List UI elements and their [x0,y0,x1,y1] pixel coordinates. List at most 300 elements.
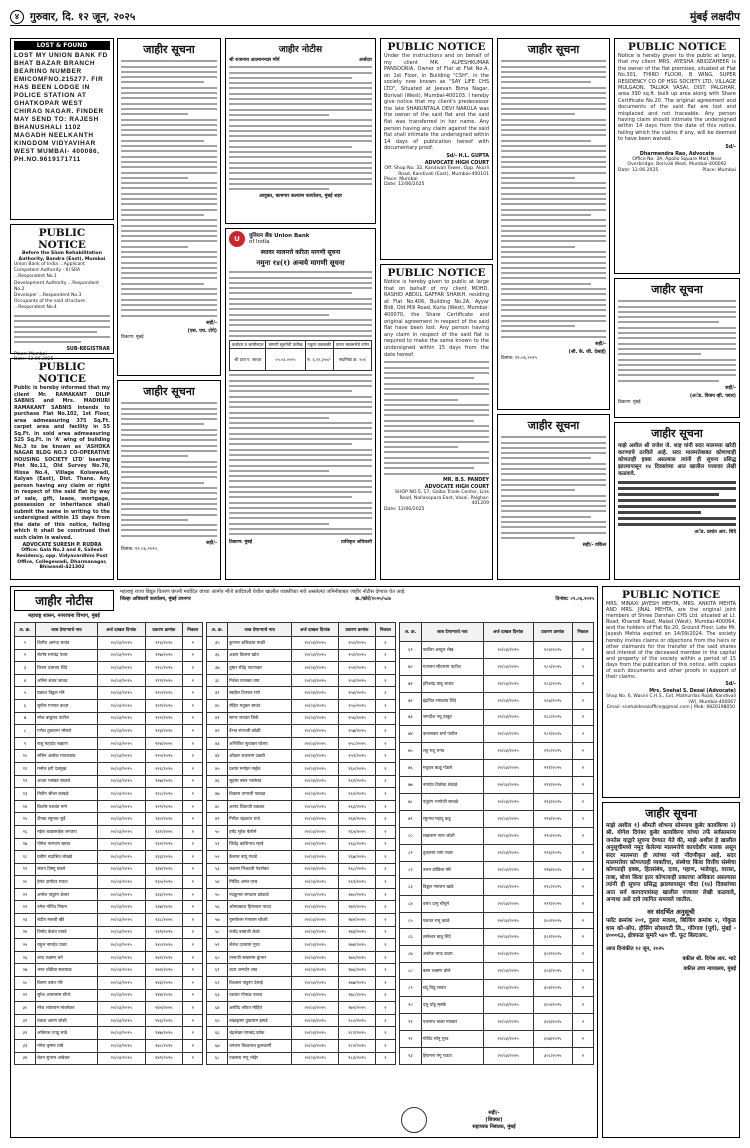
table-cell: ४५ [207,762,228,775]
table-cell: ३०५/२०२५ [533,997,572,1014]
table-cell: २०/०३/२०२५ [483,1014,533,1031]
table-cell: २०/०३/२०२५ [97,662,145,675]
notice-body: माझे अशील १) श्रीमती शोभना सोमनाथ कुबेर कायकिणा २) श्री. योगेश दिगंबर कुबेर कायकिणा यांच्या तर्फे सर्वसामान्य जनतेस याद्वारे सूचना देण्यात येते की, माझे अशील हे खालील अनुसूचीमध्ये नमूद केलेल्या मालमत्तेचे कायदेशीर मालक असून सदर मालमत्ता ही त्यांच्या नावे नोंदणीकृत आहे. सदर मालमत्तेवर कोणत्याही व्यक्तीचा, संस्थेचा किंवा वित्तीय संस्थेचा कोणताही हक्क, हितसंबंध, दावा, गहाण, भाडेपट्टा, वारसा, ताबा, बोजा किंवा इतर कोणत्याही प्रकारचा अधिकार असल्यास त्यांनी ही सूचना प्रसिद्ध झाल्यापासून चौदा (१४) दिवसांच्या आत सर्व कागदपत्रांसह खालील पत्त्यावर लेखी कळवावे, अन्यथा असे दावे त्यागित समजले जातील. [606,823,736,904]
table-cell: लहू सदू भगत [421,743,483,760]
table-cell: २०/०३/२०२५ [97,637,145,650]
table-cell: २ [375,1014,395,1027]
table-cell: ८० [399,827,421,844]
table-cell: २ [183,737,203,750]
column-header: अर्ज दाखल दिनांक [97,623,145,637]
table-cell: २४५/२०२५ [145,1002,182,1015]
table-cell: १४ [15,800,36,813]
table-cell: २ [375,674,395,687]
table-cell: २०/०३/२०२५ [97,699,145,712]
table-cell: २०/०३/२०२५ [292,863,339,876]
table-cell: ४२ [207,725,228,738]
jaheer-suchana-col5b [497,414,610,580]
table-cell: ३० [15,1002,36,1015]
table-row [15,637,203,650]
notice-body-lines [229,66,372,190]
notice-body-lines [384,361,489,474]
notice-body: Public is hereby informed that my client Mr. RAMAKANT DILIP SABNIS and Mrs. MADHURI RAMAKANT SABNIS intends to purchase Flat No.102, 1st Floor, area admeasuring 375 Sq.Ft. carpet area and facility in 55 Sq.Ft. in sold area admeasuring 525 Sq.Ft. in 'A' wing of building No.3 to be known as 'ASHOKA NAGAR BLDG NO.3 CO-OPERATIVE HOUSING SOCIETY LTD' bearing Plot No.11, Old Survey No.78, Hissa No.4, Village Kolsewadi, Kalyan (East), Dist. Thane. Any person having any claim or right in respect of the said flat by way of sale, gift, lease, mortgage, possession or inheritance shall submit the same in writing to the undersigned within 15 days from the date of this notice, failing which it shall be construed that such claim is waived. [14,385,110,541]
table-cell: ५० [207,825,228,838]
table-seal: (शिक्का) [485,1117,503,1123]
table-cell: अविनाश दगडू साठे [36,1027,98,1040]
table-cell: २७६/२०२५ [339,964,376,977]
notice-schedule: फ्लॅट क्रमांक २०१, दुसरा मजला, बिल्डिंग क्रमांक २, गोकुळ धाम को-ऑप. हौसिंग सोसायटी लि., गोरेगाव (पूर्व), मुंबई - ४०००६३, क्षेत्रफळ सुमारे ५४० चौ. फूट बिल्टअप. [606,918,736,940]
notice-body-lines [618,300,736,381]
table-cell: ३ [15,662,36,675]
table-row [207,800,395,813]
table-cell: २ [183,1027,203,1040]
table-cell: २ [183,851,203,864]
table-row [399,912,593,929]
notice-title: PUBLIC NOTICE [387,267,486,279]
column-header: जाब देणाऱ्याचे नाव [421,623,483,642]
table-cell: २०/०३/२०२५ [292,825,339,838]
table-cell: ६८ [207,1052,228,1065]
notice-contact: Email: snehaldesaioffice@gmail.com | Mob: 9820198050 [606,705,736,711]
table-cell: २०/०३/२०२५ [292,888,339,901]
table-cell: २२ [15,901,36,914]
table-cell: ५३ [207,863,228,876]
table-cell: २०/०३/२०२५ [97,888,145,901]
table-cell: श्री दत्ता ए. जाधव [230,349,266,371]
table-cell: २७८/२०२५ [339,989,376,1002]
notice-title: जाहीर सूचना [143,43,195,56]
table-header: मागणी सूचनेची तारीख [266,341,305,349]
table-row [207,951,395,964]
table-cell: भरत धोंडीबा सकपाळ [36,964,98,977]
bank-notice-title: स्थावर मालमत्ते करिता मागणी सूचना [260,249,341,256]
table-cell: ६२ [207,977,228,990]
column-header: अ. क्र. [207,623,228,637]
column-header: अर्ज दाखल दिनांक [483,623,533,642]
table-row [207,876,395,889]
table-cell: २०/०३/२०२५ [483,980,533,997]
notice-signature-role: ADVOCATE HIGH COURT [424,484,489,490]
notice-signature-name: (अॅड. विजय व्ही. पवार) [689,394,736,400]
table-row [399,878,593,895]
table-cell: २१७/२०२५ [145,649,182,662]
column-header: प्रकरण क्रमांक [145,623,182,637]
notice-signature-name: (श्री. के. जी. देसाई) [568,350,606,356]
table-cell: ४६ [207,775,228,788]
table-row [15,687,203,700]
table-cell: ३६ [207,649,228,662]
table-cell: गणेश तुकाराम भोसले [36,725,98,738]
table-cell: जगदीश नथू ठाकूर [421,709,483,726]
notice-title: जाहीर सूचना [527,43,580,56]
public-notice-pandey [380,264,493,580]
table-row [207,1014,395,1027]
table-cell: २० [15,876,36,889]
table-cell: २ [183,762,203,775]
table-cell: २३४/२०२५ [145,863,182,876]
table-header: कर्जदार व जामीनदार [230,341,266,349]
table-cell: २ [572,794,593,811]
table-cell: २६१/२०२५ [339,775,376,788]
notice-address: Shop No. 6, Wasini C.H.S., Ext. Mathurdas Road, Kandivali (W), Mumbai-400067 [606,694,736,705]
jaheer-suchana-col5 [497,38,610,410]
applicant-name: श्री राजनाथ आत्मानन्दस माँर्य [229,58,280,63]
table-row [207,926,395,939]
table-row [399,760,593,777]
notice-signature: ADVOCATE SURESH P. RUDRA [22,543,102,548]
table-row [207,750,395,763]
table-row [399,844,593,861]
bank-place: ठिकाण: मुंबई [229,539,252,545]
table-cell: २६९/२०२५ [339,876,376,889]
table-cell: ३१ [15,1014,36,1027]
notice-title: PUBLIC NOTICE [38,361,86,385]
table-cell: २०/०३/२०२५ [292,951,339,964]
table-cell: बबन लक्ष्मण ढोले [421,963,483,980]
table-row [207,712,395,725]
table-cell: २३७/२०२५ [145,901,182,914]
table-cell: २०/०३/२०२५ [292,901,339,914]
table-cell: २९६/२०२५ [533,844,572,861]
table-cell: २ [375,888,395,901]
public-notice-sra [10,224,114,362]
table-header: एकूण थकबाकी [305,341,333,349]
notice-party: Occupants of the said structure ...Respondent No.4 [14,299,85,311]
notice-signature: Sd/- [725,144,736,150]
table-cell: ८९ [399,980,421,997]
notice-address: SHOP NO.5, 17, Gaiba Trade Center, Link Road, Nallasopara East, Vasai, Palghar-401209 [395,489,489,507]
table-cell: २०/०३/२०२५ [292,788,339,801]
table-cell: २ [183,825,203,838]
table-cell: २४ [15,926,36,939]
notice-title: जाहीर सूचना [645,807,697,820]
table-cell: २८०/२०२५ [339,1014,376,1027]
notice-party: Developer ...Respondent No.3 [14,293,82,299]
table-cell: ३०२/२०२५ [533,946,572,963]
table-cell: कैलास बापू गावडे [228,851,292,864]
table-cell: ५४ [207,876,228,889]
table-cell: २०/०३/२०२५ [97,1040,145,1053]
table-cell: ७५ [399,743,421,760]
jaheer-suchana-col2 [117,38,221,376]
table-cell: २ [183,1002,203,1015]
table-cell: पांडुरंग भागोजी सावळे [421,794,483,811]
table-row [15,1052,203,1065]
table-cell: अशोक भाऊ कदम [421,946,483,963]
table-cell: २ [572,997,593,1014]
table-row [399,692,593,709]
table-cell: गोविंद सोनू गुरव [421,1031,483,1048]
table-cell: तुकाराम रामा पवार [421,844,483,861]
table-cell: १३ [15,788,36,801]
table-cell: २०/०३/२०२५ [97,1027,145,1040]
table-cell: ३०१/२०२५ [533,929,572,946]
table-row [15,914,203,927]
table-cell: ७१ [399,675,421,692]
table-row [15,951,203,964]
notice-signature: वकील श्री. दिपेश आर. भाटे [682,955,736,962]
table-cell: २५७/२०२५ [339,725,376,738]
table-cell: २ [183,800,203,813]
table-row [399,980,593,997]
table-cell: प्रकाश विठ्ठल मोरे [36,687,98,700]
table-cell: २८१/२०२५ [339,1027,376,1040]
table-cell: २१६/२०२५ [145,637,182,650]
notice-place: Place: Mumbai [384,177,418,183]
table-row [399,946,593,963]
notice-title: PUBLIC NOTICE [627,41,727,53]
table-row [15,1002,203,1015]
table-row [207,863,395,876]
table-cell: २६६/२०२५ [339,838,376,851]
table-cell: २०/०३/२०२५ [292,876,339,889]
table-cell: २०/०३/२०२५ [483,844,533,861]
table-row [207,1002,395,1015]
notice-body-lines [501,60,606,337]
table-cell: अक्षय विलास खोत [228,649,292,662]
table-cell: २ [183,637,203,650]
table-cell: ६४ [207,1002,228,1015]
table-row [399,963,593,980]
table-cell: २ [375,637,395,650]
notice-body-lines [501,436,606,539]
table-cell: ३८ [207,674,228,687]
table-cell: सुरेश आत्माराम डोंगरे [36,989,98,1002]
table-row [399,743,593,760]
table-cell: २०/०३/२०२५ [483,794,533,811]
bank-subtitle: of India [249,239,270,245]
table-cell: ५१ [207,838,228,851]
table-cell: एकनाथ गणू भोईर [228,1052,292,1065]
table-cell: २०/०३/२०२५ [483,1031,533,1048]
table-cell: २०/०३/२०२५ [292,800,339,813]
table-cell: ७८ [399,794,421,811]
table-cell: २०/०३/२०२५ [97,964,145,977]
union-bank-icon: U [229,231,245,247]
notice-signature: सही/- वकिल [582,543,606,549]
table-cell: २ [183,788,203,801]
table-cell: दिलीप आनंदा सावंत [36,637,98,650]
table-row [399,641,593,658]
table-cell: २३६/२०२५ [145,888,182,901]
table-cell: २ [375,914,395,927]
table-row [15,775,203,788]
table-cell: ९ [15,737,36,750]
table-cell: २६७/२०२५ [339,851,376,864]
table-row [399,658,593,675]
table-cell: २९२/२०२५ [533,777,572,794]
table-cell: पंकज अरुण जोशी [36,1014,98,1027]
table-cell: ८२ [399,861,421,878]
notice-signature: Sd/- [725,682,736,688]
table-cell: चंद्रशेखर रामचंद्र वर्तक [228,1027,292,1040]
table-cell: २ [572,743,593,760]
table-cell: २०/०३/२०२५ [97,750,145,763]
table-cell: २५४/२०२५ [339,687,376,700]
table-cell: सखाराम नाना जोशी [421,827,483,844]
jaheer-notice-labour [225,38,376,224]
table-cell: २ [572,1047,593,1064]
table-cell: २३१/२०२५ [145,825,182,838]
table-cell: एकनाथ बाळा गावकर [421,1014,483,1031]
table-cell: किशोर यशवंत माने [36,800,98,813]
table-cell: २ [375,813,395,826]
table-cell: ३००/२०२५ [533,912,572,929]
table-cell: २६ [15,951,36,964]
table-cell: ७९ [399,811,421,828]
table-cell: २०/०३/२०२५ [97,674,145,687]
table-cell: अरविंद श्रीपत मोहिते [228,1002,292,1015]
table-row [207,838,395,851]
table-cell: अनिल शंकर जाधव [36,674,98,687]
table-signatory: सहाय्यक निबंधक, मुंबई [472,1124,516,1130]
table-row [207,775,395,788]
column-header: अ. क्र. [399,623,421,642]
table-row [207,901,395,914]
table-cell: महेश बाळासाहेब जगताप [36,825,98,838]
table-cell: २ [572,658,593,675]
table-cell: ८६ [399,929,421,946]
table-cell: २७२/२०२५ [339,914,376,927]
table-cell: २५१/२०२५ [339,649,376,662]
table-cell: ६७ [207,1040,228,1053]
table-cell: ११ [15,762,36,775]
notice-signature: SUB-REGISTRAR [66,346,110,352]
applicant-table-b [206,622,395,1065]
table-cell: २६४/२०२५ [339,813,376,826]
table-cell: २२२/२०२५ [145,712,182,725]
notice-date: दिनांक: १२.०६.२०२५ [121,547,157,553]
table-cell: ८४ [399,895,421,912]
table-cell: २३२/२०२५ [145,838,182,851]
table-row [15,939,203,952]
table-row [15,876,203,889]
table-cell: मिलिंद अनंत परब [228,876,292,889]
table-cell: कमलाकर धर्मा पाटील [421,726,483,743]
notice-date: Date: 12.06.2025 [14,356,54,362]
table-cell: २०/०३/२०२५ [483,675,533,692]
table-cell: ९३ [399,1047,421,1064]
table-cell: २ [375,712,395,725]
table-cell: २८ [15,977,36,990]
table-cell: स्वप्नील दिनकर राणे [228,687,292,700]
table-cell: २ [572,675,593,692]
table-cell: २६५/२०२५ [339,825,376,838]
table-cell: २ [375,926,395,939]
table-cell: २ [375,788,395,801]
table-cell: २०/०३/२०२५ [483,777,533,794]
table-cell: राहुल नामदेव पवार [36,939,98,952]
table-cell: २ [183,914,203,927]
column-header: प्रकरण क्रमांक [533,623,572,642]
table-row [207,989,395,1002]
table-row [207,813,395,826]
notice-place: Place: Mumbai [14,351,47,357]
table-cell: २०/०३/२०२५ [97,939,145,952]
table-cell: २५ [15,939,36,952]
table-row [15,712,203,725]
table-cell: २०/०३/२०२५ [292,762,339,775]
table-cell: २५५/२०२५ [339,699,376,712]
notice-place: ठिकाण: मुंबई [618,400,641,406]
table-cell: २८७/२०२५ [533,692,572,709]
table-header: तारण मालमत्तेचे वर्णन [333,341,371,349]
table-row [15,977,203,990]
notice-title: PUBLIC NOTICE [387,41,486,53]
bank-signatory: प्राधिकृत अधिकारी [341,539,372,545]
table-cell: २०/०३/२०२५ [97,926,145,939]
table-cell: ३२ [15,1027,36,1040]
table-cell: २ [183,699,203,712]
table-cell: ४९ [207,813,228,826]
table-cell: नामदेव विठोबा शेवाळे [421,777,483,794]
table-cell: २ [375,662,395,675]
table-cell: २७०/२०२५ [339,888,376,901]
table-cell: १० [15,750,36,763]
table-cell: ओमप्रकाश हिरालाल यादव [228,901,292,914]
table-cell: २०/०३/२०२५ [292,914,339,927]
table-cell: नरेश शांताराम मांजरेकर [36,1002,98,1015]
table-cell: २०/०३/२०२५ [483,811,533,828]
table-cell: २९४/२०२५ [533,811,572,828]
public-notice-mehta [602,586,740,798]
notice-place: Place: Mumbai [702,167,736,173]
table-cell: २ [183,901,203,914]
notice-signature: आयुक्त, कामगार कल्याण कार्यालय, मुंबई शहर [259,194,342,200]
table-cell: २ [183,1014,203,1027]
table-cell: शरद लक्ष्मण बने [36,951,98,964]
table-cell: योगेश नारायण खरात [36,838,98,851]
jaheer-suchana-col6 [614,278,740,418]
table-cell: २०/०३/२०२५ [97,914,145,927]
table-cell: विश्वास पांडुरंग देसाई [228,977,292,990]
notice-body: माझे अशील श्री राजेश जे. शाह यांनी सदर मालमत्ता खरेदी करण्याचे ठरविले आहे. सदर मालमत्तेबाबत कोणाचाही कोणताही हक्क असल्यास त्यांनी ही सूचना प्रसिद्ध झाल्यापासून १४ दिवसांच्या आत खालील पत्त्यावर लेखी कळवावे. [618,443,736,477]
table-cell: २७ [15,964,36,977]
table-cell: पुरुषोत्तम गंगाराम चौधरी [228,914,292,927]
table-authority: जिल्हा अधिकारी कार्यालय, मुंबई उपनगर [120,597,191,603]
notice-date: Date: 12/06/2025 [384,182,425,188]
table-cell: २०/०३/२०२५ [292,725,339,738]
bank-name: युनियन बँक Union Bank [249,233,310,239]
table-cell: २ [375,687,395,700]
table-cell: २ [375,737,395,750]
table-cell: २ [183,687,203,700]
bank-form-title: नमुना १४(१) अन्वये मागणी सूचना [256,258,345,267]
table-cell: ३०७/२०२५ [533,1031,572,1048]
table-cell: इंद्रजित रमाकांत शिंदे [421,692,483,709]
table-row [399,1014,593,1031]
column-header: निकाल [375,623,395,637]
table-row [15,737,203,750]
column-header: प्रकरण क्रमांक [339,623,376,637]
table-cell: ८१ [399,844,421,861]
jaheer-suchana-col6b [614,422,740,580]
table-cell: दीपक रघुनाथ सुर्वे [36,813,98,826]
table-cell: ७० [399,658,421,675]
table-cell: २ [183,977,203,990]
table-cell: २३९/२०२५ [145,926,182,939]
table-cell: २०/०३/२०२५ [97,1014,145,1027]
table-cell: २०/०३/२०२५ [97,989,145,1002]
table-cell: २०/०३/२०२५ [97,737,145,750]
notice-signature-role: ADVOCATE HIGH COURT [424,160,489,166]
table-cell: तुषार रविंद्र पाटणकर [228,662,292,675]
table-row [207,637,395,650]
table-cell: २०/०३/२०२५ [292,1040,339,1053]
notice-signature: सही/- [206,320,217,326]
table-cell: ५५ [207,888,228,901]
table-cell: ४ [15,674,36,687]
table-cell: सागर जयवंत शिर्के [228,712,292,725]
